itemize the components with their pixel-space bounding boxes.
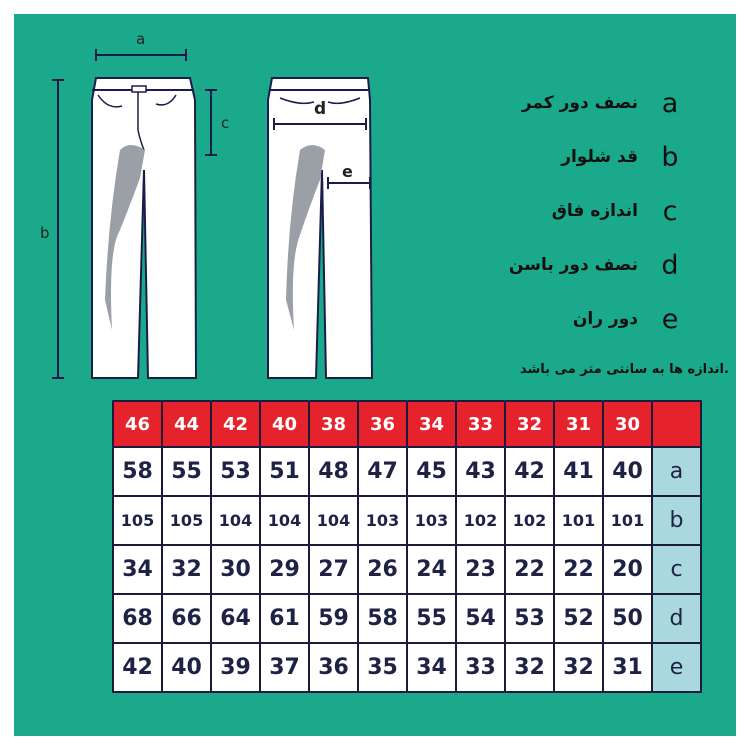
table-cell: 55 (407, 594, 456, 643)
table-cell: 32 (162, 545, 211, 594)
table-cell: 45 (407, 447, 456, 496)
table-cell: 42 (505, 447, 554, 496)
table-cell: 104 (309, 496, 358, 545)
table-cell: 58 (358, 594, 407, 643)
size-cell: 33 (456, 401, 505, 447)
table-cell: 32 (505, 643, 554, 692)
table-cell: 66 (162, 594, 211, 643)
legend-item-d (290, 238, 690, 292)
legend-text: اندازه فاق (551, 201, 638, 221)
legend-text: نصف دور کمر (521, 93, 638, 113)
units-note: .اندازه ها به سانتی متر می باشد (520, 362, 729, 377)
table-cell: 51 (260, 447, 309, 496)
table-cell: 40 (603, 447, 652, 496)
size-cell: 36 (358, 401, 407, 447)
table-cell: 61 (260, 594, 309, 643)
table-cell: 41 (554, 447, 603, 496)
size-header-row (113, 401, 701, 447)
corner-cell (652, 401, 701, 447)
table-cell: 37 (260, 643, 309, 692)
legend-letter: d (661, 249, 679, 281)
legend-letter: a (661, 87, 679, 119)
table-cell: 53 (211, 447, 260, 496)
front-pants-drawing (92, 78, 196, 378)
dim-label-d: d (314, 99, 327, 119)
row-label: e (652, 643, 701, 692)
table-cell: 101 (554, 496, 603, 545)
table-cell: 27 (309, 545, 358, 594)
size-cell: 42 (211, 401, 260, 447)
table-cell: 24 (407, 545, 456, 594)
legend-item-a (290, 76, 690, 130)
size-cell: 44 (162, 401, 211, 447)
dim-label-b: b (40, 224, 50, 242)
legend-text: نصف دور باسن (508, 255, 638, 275)
legend-text: قد شلوار (561, 147, 638, 167)
dim-label-c: c (221, 114, 230, 132)
table-cell: 40 (162, 643, 211, 692)
table-row-a (113, 447, 701, 496)
table-cell: 30 (211, 545, 260, 594)
table-cell: 31 (603, 643, 652, 692)
table-cell: 48 (309, 447, 358, 496)
table-cell: 103 (358, 496, 407, 545)
size-cell: 30 (603, 401, 652, 447)
table-cell: 104 (211, 496, 260, 545)
table-cell: 64 (211, 594, 260, 643)
table-cell: 68 (113, 594, 162, 643)
legend-item-b (290, 130, 690, 184)
table-cell: 29 (260, 545, 309, 594)
table-row-c (113, 545, 701, 594)
table-cell: 35 (358, 643, 407, 692)
table-cell: 43 (456, 447, 505, 496)
size-table (112, 400, 702, 693)
table-cell: 42 (113, 643, 162, 692)
legend-letter: e (661, 303, 679, 335)
table-cell: 55 (162, 447, 211, 496)
size-cell: 32 (505, 401, 554, 447)
size-cell: 40 (260, 401, 309, 447)
row-label: a (652, 447, 701, 496)
table-cell: 33 (456, 643, 505, 692)
table-cell: 20 (603, 545, 652, 594)
table-cell: 22 (505, 545, 554, 594)
dim-label-e: e (342, 162, 353, 181)
table-cell: 47 (358, 447, 407, 496)
table-cell: 23 (456, 545, 505, 594)
legend-letter: c (662, 195, 678, 227)
size-cell: 38 (309, 401, 358, 447)
size-cell: 46 (113, 401, 162, 447)
size-cell: 34 (407, 401, 456, 447)
size-cell: 31 (554, 401, 603, 447)
row-label: b (652, 496, 701, 545)
table-cell: 50 (603, 594, 652, 643)
table-row-e (113, 643, 701, 692)
table-cell: 34 (407, 643, 456, 692)
table-cell: 105 (113, 496, 162, 545)
table-cell: 39 (211, 643, 260, 692)
table-cell: 58 (113, 447, 162, 496)
table-cell: 26 (358, 545, 407, 594)
table-cell: 102 (505, 496, 554, 545)
table-cell: 101 (603, 496, 652, 545)
table-cell: 54 (456, 594, 505, 643)
row-label: d (652, 594, 701, 643)
table-cell: 59 (309, 594, 358, 643)
table-row-d (113, 594, 701, 643)
dim-label-a: a (136, 30, 146, 48)
table-cell: 52 (554, 594, 603, 643)
table-cell: 22 (554, 545, 603, 594)
table-cell: 53 (505, 594, 554, 643)
row-label: c (652, 545, 701, 594)
table-row-b (113, 496, 701, 545)
legend-item-c (290, 184, 690, 238)
legend-letter: b (661, 141, 679, 173)
table-cell: 34 (113, 545, 162, 594)
table-cell: 104 (260, 496, 309, 545)
table-cell: 32 (554, 643, 603, 692)
legend-text: دور ران (572, 309, 638, 329)
table-cell: 36 (309, 643, 358, 692)
table-cell: 102 (456, 496, 505, 545)
table-cell: 105 (162, 496, 211, 545)
legend-item-e (290, 292, 690, 346)
table-cell: 103 (407, 496, 456, 545)
measurement-legend (290, 76, 690, 346)
